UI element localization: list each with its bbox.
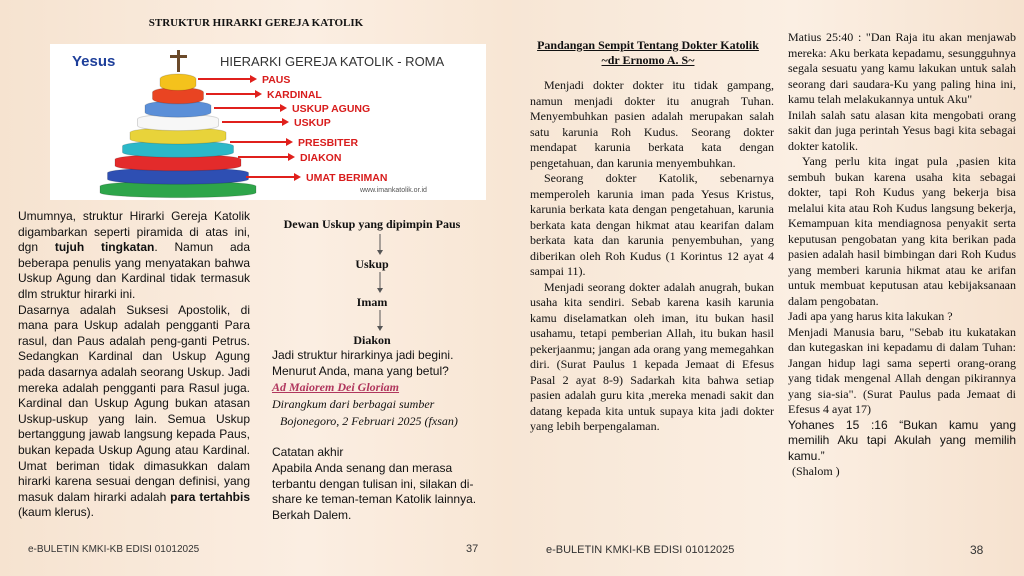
pyramid-heading: HIERARKI GEREJA KATOLIK - ROMA <box>220 54 445 69</box>
footer-left: e-BULETIN KMKI-KB EDISI 01012025 <box>28 544 200 555</box>
pyramid-level-label: USKUP AGUNG <box>292 103 371 115</box>
article-title: Pandangan Sempit Tentang Dokter Katolik ~dr Ernomo A. S~ <box>537 38 759 67</box>
pyramid-svg <box>50 44 486 200</box>
article-paragraph-3: Menjadi seorang dokter adalah anugrah, bukan usaha kita sendiri. Sebab karena kasih karunia kamu diselamatkan oleh iman, itu bukan hasil usahamu, tetapi pemberian Allah, itu bukan hasil pekerjaanmu; jangan ada orang yang memegahkan diri. (Surat Paulus 1 kepada Jemaat di Efesus Pasal 2 ayat 8-9) Sadarkah kita bahwa setiap pasien adalah guru kita ,mereka menadi sakit dan datang kepada kita untuk supaya kita jadi dokter yang lebih berpengalaman. <box>530 279 774 433</box>
motto-link[interactable]: Ad Maiorem Dei Gloriam <box>272 380 400 394</box>
pyramid-arrowhead <box>294 173 301 181</box>
flow-item-dewan: Dewan Uskup yang dipimpin Paus <box>283 217 461 231</box>
footer-right: e-BULETIN KMKI-KB EDISI 01012025 <box>546 544 735 556</box>
pyramid-arrowhead <box>286 138 293 146</box>
note-title: Catatan akhir <box>272 445 344 459</box>
page-number-right: 38 <box>970 543 984 557</box>
watermark: www.imankatolik.or.id <box>360 187 427 194</box>
article-paragraph-7: Jadi apa yang harus kita lakukan ? <box>788 309 953 323</box>
pyramid-level-label: PRESBITER <box>298 137 359 149</box>
article-paragraph-1: Menjadi dokter dokter itu tidak gampang, namun menjadi dokter itu anugrah Tuhan. Menyembuhkan pasien adalah merupakan salah satu karunia Roh Kudus. Seorang dokter mendapat karunia berkata kata dengan pengetahuan, dan karunia menyembuhkan. <box>530 78 774 170</box>
paragraph-2: Dasarnya adalah Suksesi Apostolik, di mana para Uskup adalah pengganti Para rasul, dan Paus adalah peng-ganti Petrus. Sedangkan Kardinal dan Uskup Agung pada dasarnya adalah seorang Uskup. Jadi mereka adalah pengganti para Rasul juga. Kardinal dan Uskup Agung bukan atasan Uskup-uskup yang lain. Semua Uskup bertanggung jawab langsung kepada Paus, bukan kepada Uskup Agung atau Kardinal. Umat beriman tidak dimasukkan dalam hirarki karena sesuai dengan definisi, yang masuk dalam hirarki adalah para tertahbis (kaum klerus). <box>18 302 250 520</box>
hierarchy-pyramid-image <box>50 44 486 200</box>
pyramid-yesus-label: Yesus <box>72 53 116 70</box>
pyramid-layers <box>100 74 256 198</box>
flow-item-uskup: Uskup <box>355 257 389 271</box>
article-paragraph-6: Yang perlu kita ingat pula ,pasien kita sembuh bukan karena usaha kita sebagai dokter, tapi Roh Kudus yang bekerja bisa melalui kita atau Roh Kudus langsung bekerja, Kemampuan kita mendiagnosa penyakit serta keputusan pengobatan yang kita berikan pada pasien adalah hasil bimbingan dari Roh Kudus yang memberi karunia hikmat atau ke arifan untuk membuat keputusan atau kebijaksanaan dalam pengobatan. <box>788 154 1016 308</box>
page-number-left: 37 <box>466 543 479 555</box>
place-date: Bojonegoro, 2 Februari 2025 (fxsan) <box>280 414 458 428</box>
flow-item-imam: Imam <box>356 295 388 309</box>
column-3 <box>530 78 774 435</box>
hierarchy-flow <box>272 217 497 347</box>
source-note: Dirangkum dari berbagai sumber <box>272 397 435 411</box>
pyramid-level-label: UMAT BERIMAN <box>306 172 388 184</box>
question-text: Jadi struktur hirarkinya jadi begini. Menurut Anda, mana yang betul? <box>272 348 454 378</box>
article-paragraph-10: (Shalom ) <box>792 464 840 478</box>
pyramid-arrowhead <box>250 75 257 83</box>
pyramid-arrowhead <box>288 153 295 161</box>
pyramid-layer <box>160 74 196 90</box>
pyramid-arrowhead <box>282 118 289 126</box>
article-paragraph-5: Inilah salah satu alasan kita mengobati orang sakit dan juga perintah Yesus bagi kita sebagai dokter katolik. <box>788 107 1016 153</box>
pyramid-level-label: DIAKON <box>300 152 342 164</box>
note-body: Apabila Anda senang dan merasa terbantu dengan tulisan ini, silakan di-share ke teman-teman Katolik lainnya. Berkah Dalem. <box>272 461 477 522</box>
article-paragraph-9: Yohanes 15 :16 “Bukan kamu yang memilih Aku tapi Akulah yang memilih kamu.” <box>788 417 1016 463</box>
pyramid-arrowhead <box>280 104 287 112</box>
column-1 <box>18 209 250 521</box>
pyramid-level-label: PAUS <box>262 74 291 86</box>
article-paragraph-2: Seorang dokter Katolik, sebenarnya memperoleh karunia iman pada Yesus Kristus, karunia berkata kata dengan pengetahuan, karunia berkata kata dengan hikmat atau kearifan dalam berkata kata dan karunia penyembuhan, yang diberikan oleh Roh Kudus (1 Korintus 12 ayat 4 sampai 11). <box>530 171 774 278</box>
pyramid-level-label: USKUP <box>294 117 331 129</box>
column-4 <box>788 30 1016 480</box>
article-paragraph-4: Matius 25:40 : "Dan Raja itu akan menjawab mereka: Aku berkata kepadamu, sesungguhnya segala sesuatu yang kamu lakukan untuk salah seorang dari saudara-Ku yang paling hina ini, kamu telah melakukannya untuk Aku" <box>788 30 1016 106</box>
cross-icon <box>170 50 187 72</box>
flow-arrows <box>272 217 472 342</box>
article-paragraph-8: Menjadi Manusia baru, "Sebab itu kukatakan dan kutegaskan ini kepadamu di dalam Tuhan: Jangan hidup lagi sama seperti orang-orang yang tidak mengenal Allah dengan pikirannya yang sia-sia". (Surat Paulus pada Jemaat di Efesus 4 ayat 17) <box>788 324 1016 416</box>
paragraph-1: Umumnya, struktur Hirarki Gereja Katolik digambarkan seperti piramida di atas ini, dgn tujuh tingkatan. Namun ada beberapa penulis yang menyatakan bahwa Uskup Agung dan Kardinal tidak termasuk dlm struktur hirarki ini. <box>18 209 250 301</box>
page-title: STRUKTUR HIRARKI GEREJA KATOLIK <box>148 17 364 29</box>
pyramid-arrowhead <box>255 90 262 98</box>
column-2 <box>272 217 497 523</box>
flow-item-diakon: Diakon <box>353 333 391 347</box>
pyramid-level-label: KARDINAL <box>267 89 322 101</box>
